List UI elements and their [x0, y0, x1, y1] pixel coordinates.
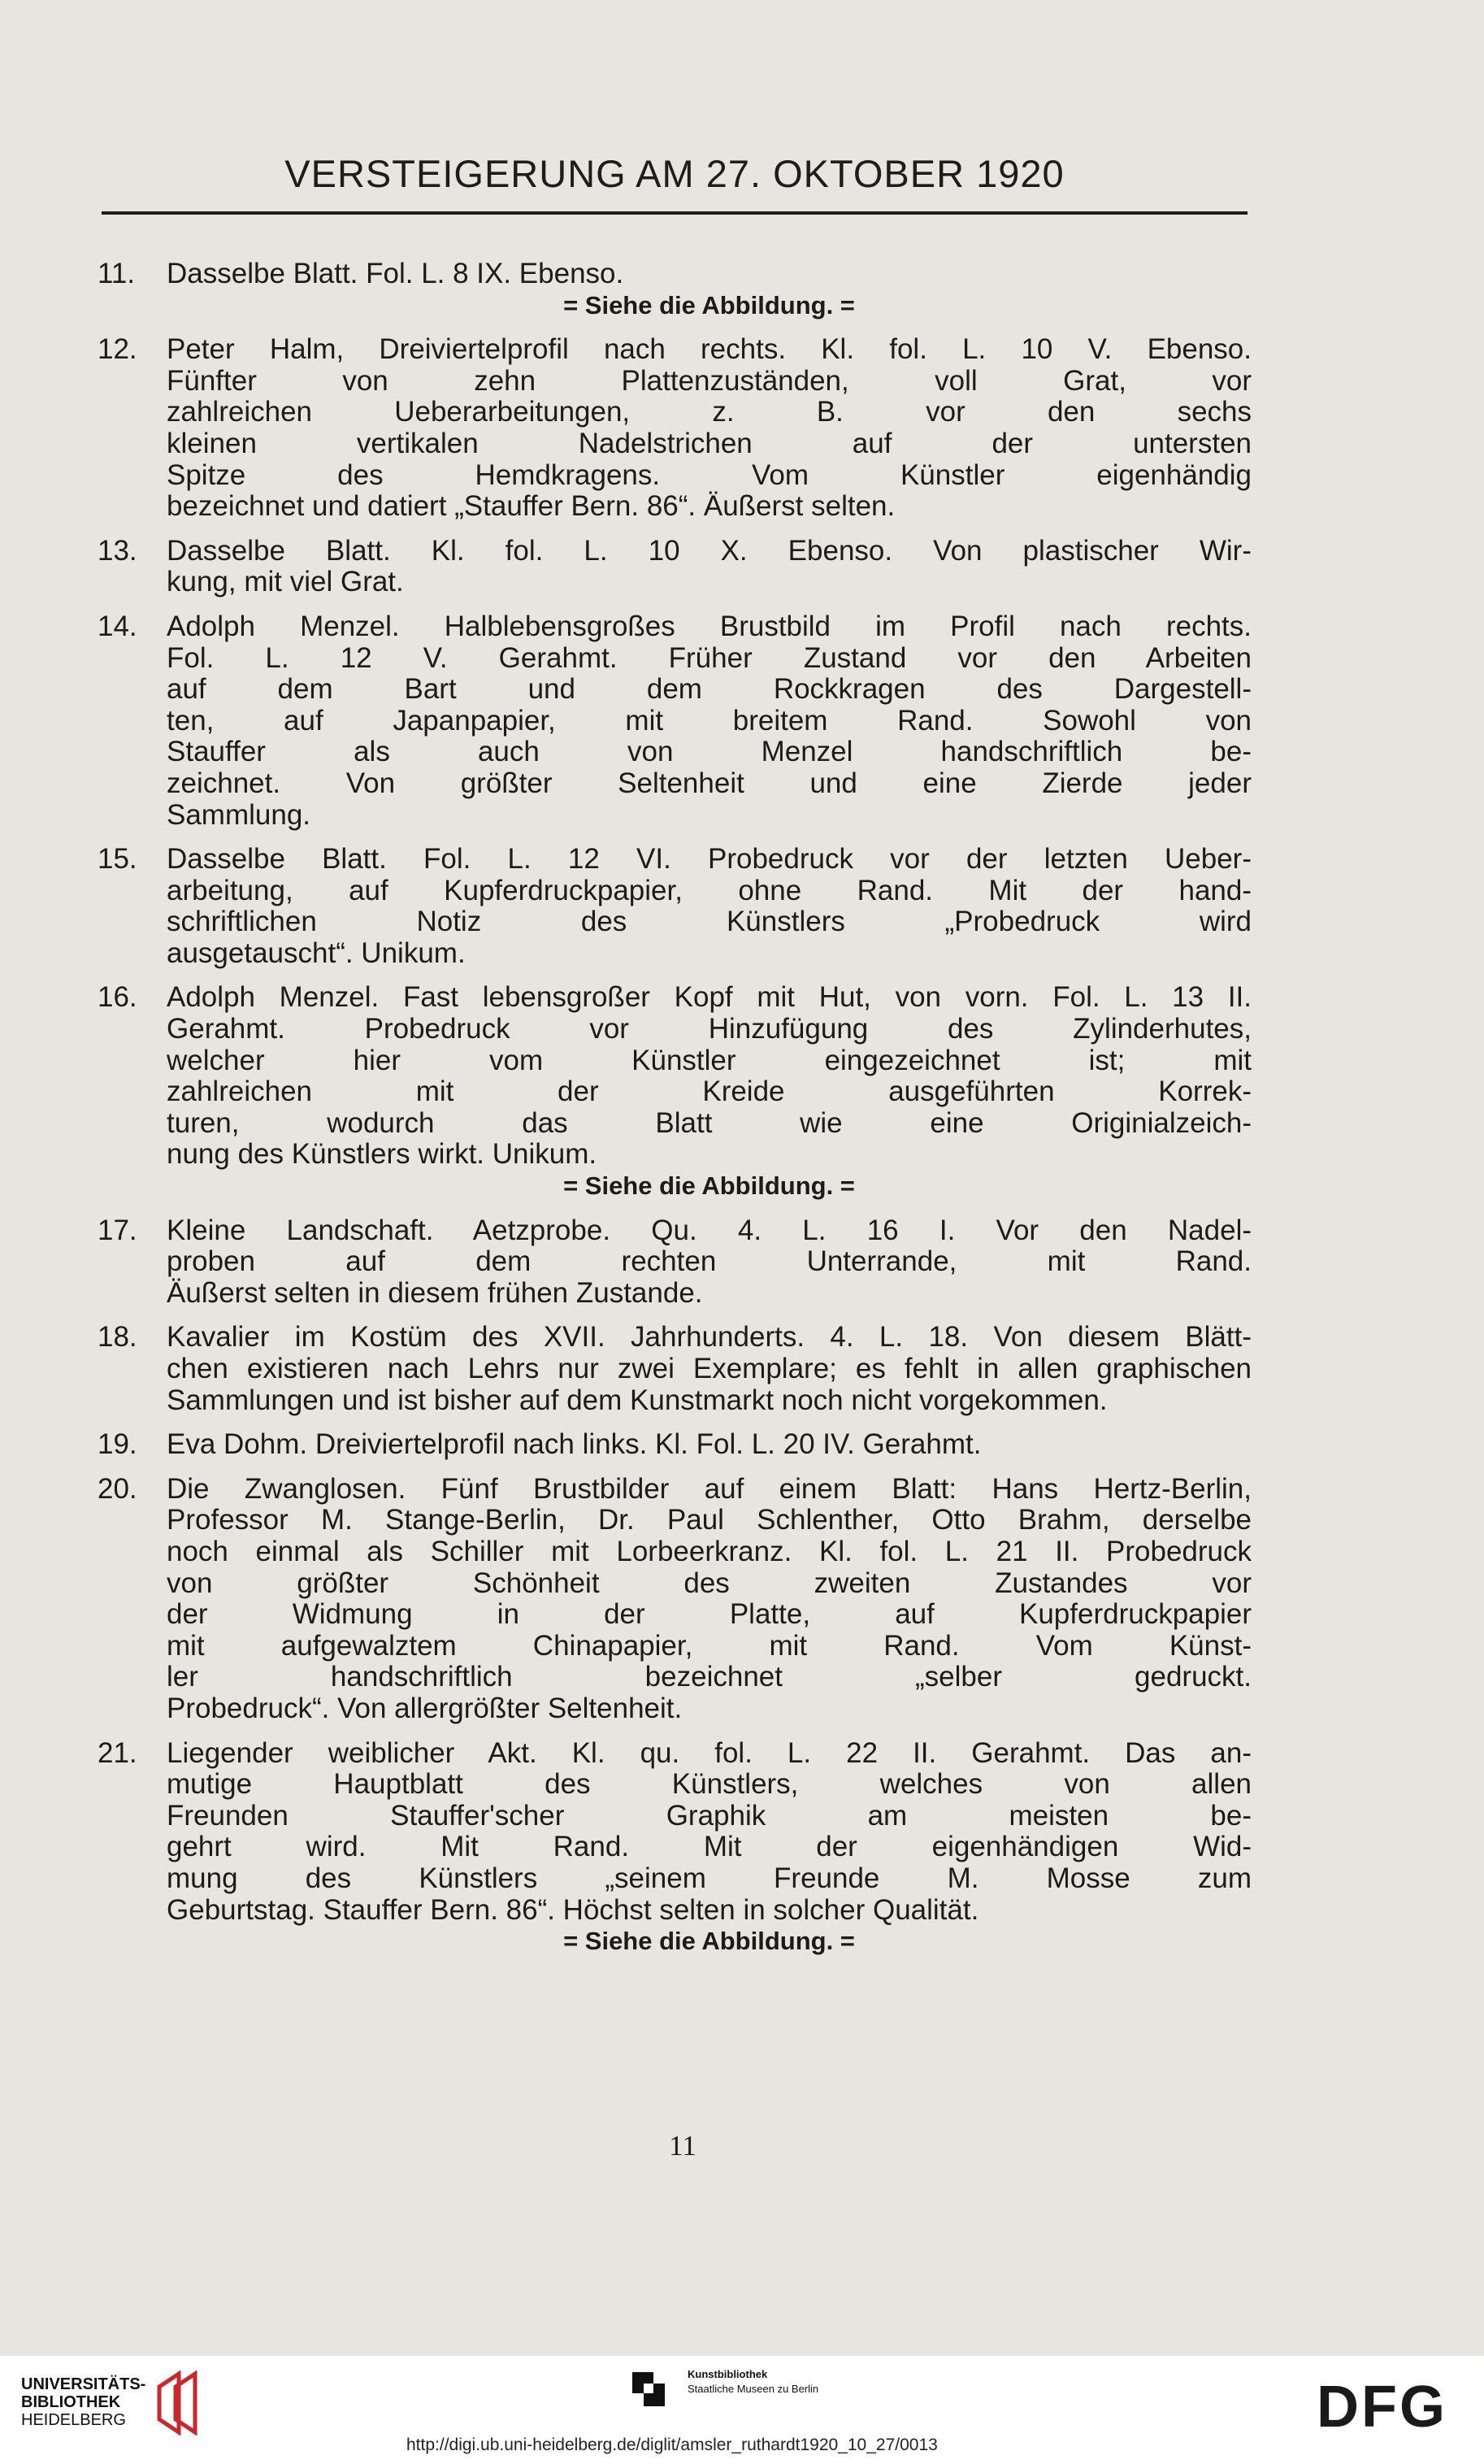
page-number: 11 — [669, 2130, 696, 2162]
page-header-title: VERSTEIGERUNG AM 27. OKTOBER 1920 — [284, 152, 1065, 195]
lot-text-line: Fünfter von zehn Plattenzuständen, voll Grat, vor — [167, 365, 1252, 397]
lot-text-line: Sammlungen und ist bisher auf dem Kunstmarkt noch nicht vorgekommen. — [167, 1384, 1108, 1416]
lot-text-line: chen existieren nach Lehrs nur zwei Exemplare; es fehlt in allen graphischen — [167, 1354, 1252, 1384]
ub-line-3: HEIDELBERG — [21, 2411, 126, 2429]
lot-text-line: Probedruck“. Von allergrößter Seltenheit. — [167, 1693, 683, 1724]
lot-text-line: Geburtstag. Stauffer Bern. 86“. Höchst selten in solcher Qualität. — [167, 1894, 979, 1926]
lot-text-line: Die Zwanglosen. Fünf Brustbilder auf einem Blatt: Hans Hertz-Berlin, — [167, 1473, 1252, 1505]
lot-description — [167, 334, 1252, 523]
lot-description — [167, 611, 1252, 831]
lot-text-line: bezeichnet und datiert „Stauffer Bern. 86“. Äußerst selten. — [167, 491, 896, 523]
lot-number: 11. — [98, 258, 136, 289]
lot-entry — [98, 334, 1252, 523]
lot-text-line: arbeitung, auf Kupferdruckpapier, ohne Rand. Mit der hand- — [167, 875, 1252, 906]
lot-text-line: kung, mit viel Grat. — [167, 567, 404, 598]
lot-text-line: Freunden Stauffer'scher Graphik am meisten be- — [167, 1800, 1252, 1832]
lot-text-line: Professor M. Stange-Berlin, Dr. Paul Schlenther, Otto Brahm, derselbe — [167, 1505, 1252, 1536]
lot-text-line: ler handschriftlich bezeichnet „selber gedruckt. — [167, 1662, 1252, 1693]
lot-text-line: Kavalier im Kostüm des XVII. Jahrhunderts. 4. L. 18. Von diesem Blätt- — [167, 1322, 1252, 1354]
lot-text-line: der Widmung in der Platte, auf Kupferdruckpapier — [167, 1599, 1252, 1631]
lot-number: 20. — [98, 1472, 137, 1505]
lot-entry — [98, 1322, 1252, 1416]
lot-text-line: Gerahmt. Probedruck vor Hinzufügung des Zylinderhutes, — [167, 1014, 1252, 1045]
ub-heidelberg-logo-icon — [151, 2371, 203, 2436]
lot-number: 16. — [98, 981, 137, 1014]
kunstbibliothek-logo-icon — [632, 2372, 665, 2406]
lot-number: 12. — [98, 333, 137, 366]
lot-text-line: von größter Schönheit des zweiten Zustandes vor — [167, 1567, 1252, 1599]
lot-entry — [98, 1215, 1252, 1310]
lot-text-line: kleinen vertikalen Nadelstrichen auf der untersten — [167, 428, 1252, 459]
lot-text-line: Fol. L. 12 V. Gerahmt. Früher Zustand vor den Arbeiten — [167, 642, 1252, 674]
lot-text-line: proben auf dem rechten Unterrande, mit Rand. — [167, 1246, 1252, 1278]
lot-entry — [98, 1738, 1252, 1958]
lot-text-line: Dasselbe Blatt. Kl. fol. L. 10 X. Ebenso. Von plastischer Wir- — [167, 535, 1252, 567]
lot-entry — [98, 1474, 1252, 1725]
lot-text-line: Kleine Landschaft. Aetzprobe. Qu. 4. L. 16 I. Vor den Nadel- — [167, 1215, 1252, 1246]
lot-text-line: mutige Hauptblatt des Künstlers, welches von allen — [167, 1769, 1252, 1801]
lot-text-line: Spitze des Hemdkragens. Vom Künstler eigenhändig — [167, 459, 1252, 491]
lot-number: 14. — [98, 610, 137, 642]
lot-entry — [98, 1429, 1252, 1461]
illustration-reference: = Siehe die Abbildung. = — [563, 290, 855, 319]
lot-text-line: gehrt wird. Mit Rand. Mit der eigenhändigen Wid- — [167, 1832, 1252, 1863]
lot-list — [98, 259, 1252, 1971]
kb-line-1: Kunstbibliothek — [688, 2368, 768, 2380]
illustration-reference: = Siehe die Abbildung. = — [563, 1171, 855, 1201]
lot-text-line: schriftlichen Notiz des Künstlers „Probedruck wird — [167, 906, 1252, 938]
lot-number: 18. — [98, 1321, 137, 1354]
dfg-logo[interactable]: DFG — [1317, 2375, 1447, 2440]
lot-entry — [98, 536, 1252, 598]
lot-text-line: Peter Halm, Dreiviertelprofil nach rechts. Kl. fol. L. 10 V. Ebenso. — [167, 334, 1252, 366]
lot-text-line: zeichnet. Von größter Seltenheit und eine Zierde jeder — [167, 767, 1252, 799]
lot-text-line: Äußerst selten in diesem frühen Zustande. — [167, 1277, 703, 1309]
lot-text-line: ausgetauscht“. Unikum. — [167, 937, 466, 969]
lot-description — [167, 844, 1252, 969]
lot-text-line: Dasselbe Blatt. Fol. L. 12 VI. Probedruck vor der letzten Ueber- — [167, 844, 1252, 876]
lot-description — [167, 536, 1252, 598]
lot-text-line: Eva Dohm. Dreiviertelprofil nach links. Kl. Fol. L. 20 IV. Gerahmt. — [167, 1429, 982, 1461]
ub-line-2: BIBLIOTHEK — [21, 2393, 121, 2411]
lot-text-line: Sammlung. — [167, 799, 311, 831]
lot-text-line: nung des Künstlers wirkt. Unikum. — [167, 1139, 597, 1171]
lot-text-line: Adolph Menzel. Fast lebensgroßer Kopf mit Hut, von vorn. Fol. L. 13 II. — [167, 982, 1252, 1014]
lot-description — [167, 1474, 1252, 1725]
lot-text-line: zahlreichen Ueberarbeitungen, z. B. vor den sechs — [167, 397, 1252, 428]
lot-text-line: zahlreichen mit der Kreide ausgeführten Korrek- — [167, 1076, 1252, 1108]
lot-entry — [98, 259, 1252, 321]
lot-text-line: ten, auf Japanpapier, mit breitem Rand. Sowohl von — [167, 705, 1252, 737]
lot-number: 19. — [98, 1428, 137, 1461]
lot-description — [167, 1322, 1252, 1416]
lot-number: 15. — [98, 843, 137, 876]
illustration-reference: = Siehe die Abbildung. = — [563, 1927, 855, 1956]
lot-entry — [98, 844, 1252, 969]
ub-heidelberg-logo-text[interactable] — [21, 2375, 145, 2429]
lot-text-line: Dasselbe Blatt. Fol. L. 8 IX. Ebenso. — [167, 259, 624, 289]
lot-text-line: welcher hier vom Künstler eingezeichnet ist; mit — [167, 1045, 1252, 1076]
header-rule — [102, 211, 1248, 215]
lot-description — [167, 1215, 1252, 1310]
lot-text-line: Stauffer als auch von Menzel handschriftlich be- — [167, 737, 1252, 768]
lot-text-line: mit aufgewalztem Chinapapier, mit Rand. Vom Künst- — [167, 1630, 1252, 1662]
kb-line-2: Staatliche Museen zu Berlin — [688, 2383, 819, 2395]
lot-number: 13. — [98, 534, 137, 567]
ub-line-1: UNIVERSITÄTS- — [21, 2375, 146, 2393]
lot-text-line: mung des Künstlers „seinem Freunde M. Mosse zum — [167, 1862, 1252, 1894]
lot-entry — [98, 982, 1252, 1202]
lot-description — [167, 1738, 1252, 1958]
lot-number: 17. — [98, 1214, 137, 1246]
lot-number: 21. — [98, 1736, 137, 1769]
lot-text-line: auf dem Bart und dem Rockkragen des Dargestell- — [167, 674, 1252, 706]
lot-entry — [98, 611, 1252, 831]
lot-description — [167, 982, 1252, 1202]
source-url-link[interactable]: http://digi.ub.uni-heidelberg.de/diglit/amsler_ruthardt1920_10_27/0013 — [406, 2436, 938, 2454]
lot-text-line: Liegender weiblicher Akt. Kl. qu. fol. L. 22 II. Gerahmt. Das an- — [167, 1737, 1252, 1769]
lot-text-line: Adolph Menzel. Halblebensgroßes Brustbild im Profil nach rechts. — [167, 611, 1252, 642]
kunstbibliothek-logo-text[interactable] — [688, 2367, 818, 2397]
lot-text-line: turen, wodurch das Blatt wie eine Originialzeich- — [167, 1107, 1252, 1139]
lot-text-line: noch einmal als Schiller mit Lorbeerkranz. Kl. fol. L. 21 II. Probedruck — [167, 1536, 1252, 1567]
lot-description — [167, 259, 1252, 321]
lot-description — [167, 1429, 1252, 1461]
